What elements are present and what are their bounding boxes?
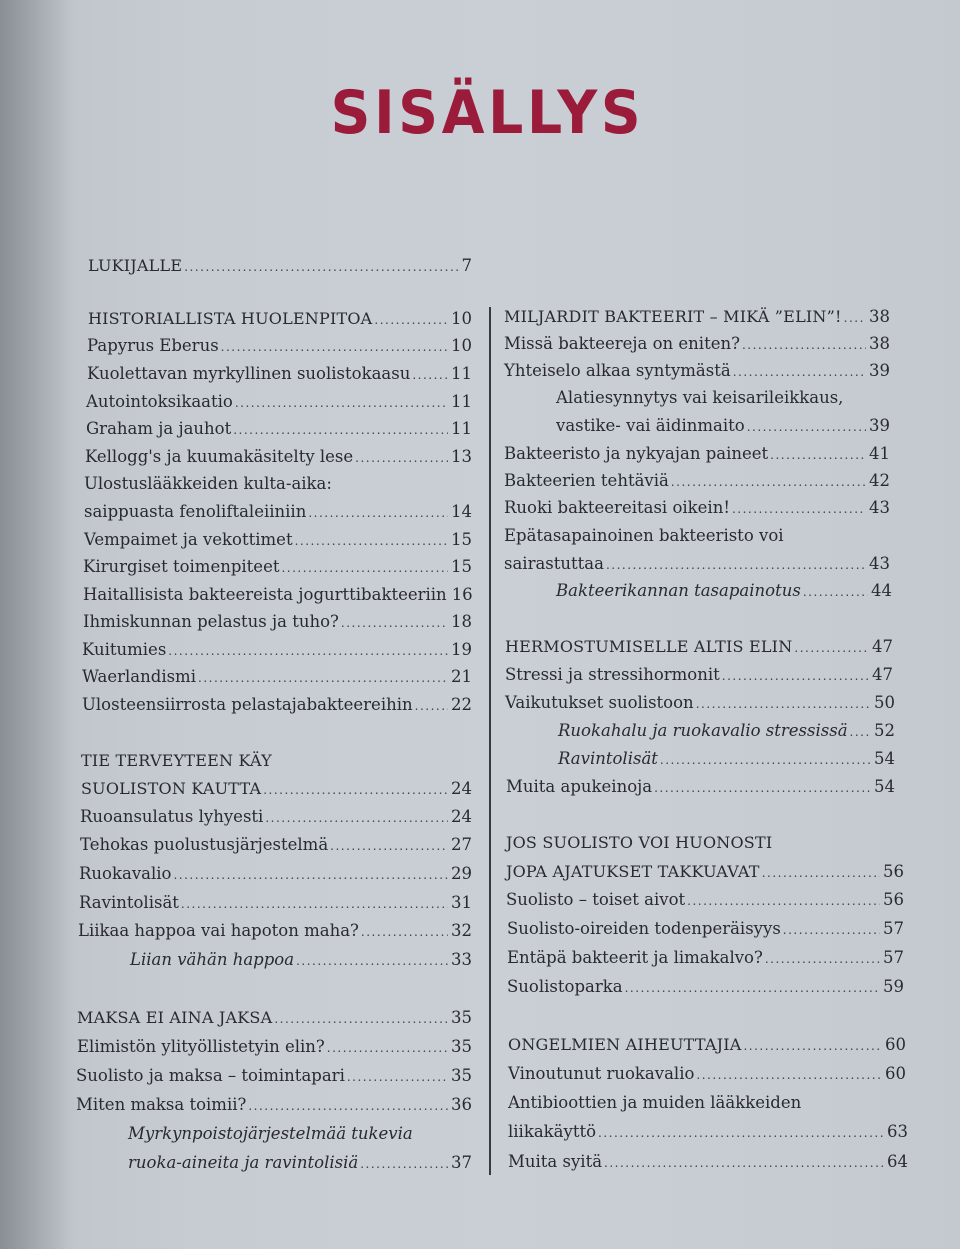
toc-entry-title: liikakäyttö: [508, 1122, 597, 1141]
dot-leader: [765, 945, 880, 973]
dot-leader: [770, 441, 866, 469]
toc-entry: [86, 388, 472, 417]
toc-page-number: 37: [451, 1153, 472, 1172]
toc-entry: [130, 946, 472, 975]
toc-entry: [504, 522, 890, 550]
dot-leader: [604, 1149, 884, 1177]
toc-entry: [79, 860, 472, 889]
toc-page-number: 24: [451, 807, 472, 826]
toc-entry-title: SUOLISTON KAUTTA: [81, 779, 262, 798]
toc-entry-title: Vaikutukset suolistoon: [505, 693, 694, 712]
toc-entry: [81, 775, 472, 804]
toc-page-number: 18: [451, 612, 472, 631]
toc-entry: [505, 661, 893, 690]
dot-leader: [296, 947, 448, 975]
toc-page-number: 15: [451, 530, 472, 549]
toc-entry-title: ONGELMIEN AIHEUTTAJIA: [508, 1035, 742, 1054]
toc-entry: [508, 1148, 908, 1177]
toc-entry-title: Alatiesynnytys vai keisarileikkaus,: [556, 388, 844, 407]
toc-page-number: 39: [869, 361, 890, 380]
toc-entry: [128, 1149, 472, 1178]
dot-leader: [347, 1063, 448, 1091]
dot-leader: [308, 499, 448, 527]
toc-page-number: 27: [451, 835, 472, 854]
toc-page-number: 63: [887, 1122, 908, 1141]
toc-entry: [508, 1031, 906, 1060]
toc-entry: [84, 498, 472, 527]
toc-entry-title: Ruoansulatus lyhyesti: [80, 807, 264, 826]
dot-leader: [844, 304, 866, 332]
toc-entry: [558, 745, 895, 774]
toc-entry: [504, 550, 890, 579]
toc-page-number: 59: [883, 977, 904, 996]
toc-entry-title: Kuolettavan myrkyllinen suolistokaasu: [87, 364, 411, 383]
toc-entry: [558, 717, 895, 746]
toc-entry-title: Muita apukeinoja: [506, 777, 653, 796]
toc-entry: [84, 470, 472, 498]
dot-leader: [295, 527, 448, 555]
toc-page-number: 11: [451, 392, 472, 411]
toc-page-number: 41: [869, 444, 890, 463]
toc-page-number: 22: [451, 695, 472, 714]
toc-page-number: 36: [451, 1095, 472, 1114]
toc-entry-title: Ulosteensiirrosta pelastajabakteereihin: [82, 695, 413, 714]
toc-page-number: 32: [451, 921, 472, 940]
dot-leader: [173, 861, 448, 889]
toc-entry-title: Myrkynpoistojärjestelmää tukevia: [128, 1124, 413, 1143]
dot-leader: [198, 664, 448, 692]
toc-entry-title: Liian vähän happoa: [130, 950, 295, 969]
toc-entry-title: Stressi ja stressihormonit: [505, 665, 720, 684]
dot-leader: [625, 974, 880, 1002]
toc-entry-title: Ulostuslääkkeiden kulta-aika:: [84, 474, 332, 493]
toc-entry: [85, 443, 472, 472]
toc-entry-title: MILJARDIT BAKTEERIT – MIKÄ ”ELIN”!: [504, 307, 842, 326]
toc-page-number: 10: [451, 309, 472, 328]
dot-leader: [850, 718, 871, 746]
toc-page-number: 56: [883, 862, 904, 881]
toc-entry-title: Miten maksa toimii?: [76, 1095, 247, 1114]
toc-entry: [83, 608, 472, 637]
dot-leader: [327, 1034, 448, 1062]
toc-page-number: 7: [461, 256, 472, 275]
toc-entry: [78, 917, 472, 946]
toc-entry: [556, 412, 890, 441]
dot-leader: [747, 413, 866, 441]
dot-leader: [361, 918, 448, 946]
toc-page-number: 29: [451, 864, 472, 883]
toc-entry-title: Bakteerikannan tasapainotus: [556, 581, 801, 600]
toc-entry-title: Ravintolisät: [558, 749, 658, 768]
toc-page-number: 35: [451, 1008, 472, 1027]
toc-page-number: 52: [874, 721, 895, 740]
toc-entry: [506, 773, 895, 802]
toc-entry-title: HERMOSTUMISELLE ALTIS ELIN: [505, 637, 793, 656]
dot-leader: [687, 887, 880, 915]
toc-page-number: 47: [872, 637, 893, 656]
toc-page-number: 35: [451, 1037, 472, 1056]
dot-leader: [732, 495, 866, 523]
toc-page-number: 33: [451, 950, 472, 969]
toc-entry-title: Entäpä bakteerit ja limakalvo?: [507, 948, 763, 967]
toc-page-number: 16: [451, 585, 473, 604]
toc-entry: [80, 831, 472, 860]
toc-entry: [83, 553, 472, 582]
toc-entry: [504, 330, 890, 359]
toc-entry-title: Papyrus Eberus: [87, 336, 219, 355]
toc-entry-title: Kuitumies: [82, 640, 167, 659]
toc-entry-title: ruoka-aineita ja ravintolisiä: [128, 1153, 359, 1172]
toc-entry: [508, 1089, 906, 1117]
toc-entry: [82, 636, 472, 665]
dot-leader: [783, 916, 880, 944]
toc-entry-title: Suolistoparka: [507, 977, 623, 996]
toc-page-number: 39: [869, 416, 890, 435]
column-divider: [489, 307, 491, 1175]
dot-leader: [606, 551, 866, 579]
toc-entry: [508, 1060, 906, 1089]
toc-entry: [88, 305, 472, 334]
toc-entry-title: Suolisto – toiset aivot: [506, 890, 686, 909]
toc-entry: [88, 252, 472, 281]
toc-entry-title: Muita syitä: [508, 1152, 603, 1171]
toc-page-number: 57: [883, 919, 904, 938]
toc-page-number: 60: [885, 1064, 906, 1083]
toc-entry-title: LUKIJALLE: [88, 256, 183, 275]
toc-page-number: 54: [874, 749, 895, 768]
toc-page-number: 64: [887, 1152, 908, 1171]
toc-page-number: 13: [451, 447, 472, 466]
toc-page-number: 35: [451, 1066, 472, 1085]
dot-leader: [696, 1061, 882, 1089]
toc-entry: [504, 440, 890, 469]
dot-leader: [803, 578, 868, 606]
dot-leader: [248, 1092, 448, 1120]
dot-leader: [598, 1119, 884, 1147]
dot-leader: [412, 361, 448, 389]
toc-entry-title: vastike- vai äidinmaito: [556, 416, 745, 435]
toc-entry-title: Haitallisista bakteereista jogurttibakteeriin: [83, 585, 447, 604]
toc-entry-title: Ruoki bakteereitasi oikein!: [504, 498, 730, 517]
toc-entry-title: Epätasapainoinen bakteeristo voi: [504, 526, 784, 545]
toc-entry: [87, 332, 472, 361]
dot-leader: [341, 609, 448, 637]
toc-entry-title: Ihmiskunnan pelastus ja tuho?: [83, 612, 339, 631]
toc-page-number: 10: [451, 336, 472, 355]
toc-entry: [505, 689, 895, 718]
toc-page-number: 60: [885, 1035, 906, 1054]
toc-entry: [504, 303, 890, 332]
toc-entry: [504, 494, 890, 523]
toc-page-number: 24: [451, 779, 472, 798]
toc-page-number: 56: [883, 890, 904, 909]
toc-entry: [77, 1033, 472, 1062]
toc-entry-title: Elimistön ylityöllistetyin elin?: [77, 1037, 325, 1056]
dot-leader: [660, 746, 871, 774]
dot-leader: [742, 331, 866, 359]
toc-entry-title: TIE TERVEYTEEN KÄY: [81, 751, 272, 770]
toc-entry: [76, 1091, 472, 1120]
dot-leader: [743, 1032, 882, 1060]
toc-entry-title: sairastuttaa: [504, 554, 604, 573]
toc-page-number: 43: [869, 498, 890, 517]
toc-entry: [81, 747, 472, 775]
toc-entry-title: Graham ja jauhot: [86, 419, 232, 438]
toc-page-number: 47: [872, 665, 893, 684]
toc-entry-title: Kirurgiset toimenpiteet: [83, 557, 280, 576]
toc-entry-title: JOPA AJATUKSET TAKKUAVAT: [506, 862, 760, 881]
toc-entry-title: Ruokahalu ja ruokavalio stressissä: [558, 721, 848, 740]
toc-entry-title: Autointoksikaatio: [86, 392, 233, 411]
dot-leader: [221, 333, 448, 361]
toc-page-number: 57: [883, 948, 904, 967]
toc-entry: [506, 829, 904, 857]
dot-leader: [355, 444, 448, 472]
toc-entry: [87, 360, 472, 389]
toc-page-number: 50: [874, 693, 895, 712]
toc-entry: [504, 467, 890, 496]
dot-leader: [794, 634, 869, 662]
toc-entry: [508, 1118, 908, 1147]
toc-entry-title: Suolisto-oireiden todenperäisyys: [507, 919, 781, 938]
toc-entry: [77, 1004, 472, 1033]
toc-page-number: 42: [869, 471, 890, 490]
dot-leader: [235, 389, 448, 417]
toc-entry-title: HISTORIALLISTA HUOLENPITOA: [88, 309, 373, 328]
toc-entry-title: Suolisto ja maksa – toimintapari: [76, 1066, 345, 1085]
book-gutter-shadow: [0, 0, 70, 1249]
toc-entry-title: Kellogg's ja kuumakäsitelty lese: [85, 447, 354, 466]
toc-entry: [79, 889, 472, 918]
toc-entry-title: Ruokavalio: [79, 864, 172, 883]
dot-leader: [274, 1005, 448, 1033]
toc-page-number: 38: [869, 307, 890, 326]
toc-entry: [556, 384, 890, 412]
toc-entry: [83, 581, 472, 610]
toc-entry: [507, 915, 904, 944]
toc-entry-title: Tehokas puolustusjärjestelmä: [80, 835, 329, 854]
toc-entry-title: Bakteeristo ja nykyajan paineet: [504, 444, 769, 463]
toc-entry-title: Vempaimet ja vekottimet: [84, 530, 293, 549]
toc-entry: [84, 526, 472, 555]
toc-entry-title: JOS SUOLISTO VOI HUONOSTI: [506, 833, 773, 852]
toc-entry-title: Antibioottien ja muiden lääkkeiden: [508, 1093, 802, 1112]
toc-page-number: 11: [451, 419, 472, 438]
toc-entry-title: Ravintolisät: [79, 893, 179, 912]
toc-entry-title: Bakteerien tehtäviä: [504, 471, 669, 490]
dot-leader: [415, 692, 448, 720]
toc-entry-title: MAKSA EI AINA JAKSA: [77, 1008, 273, 1027]
dot-leader: [233, 416, 448, 444]
toc-entry: [82, 663, 472, 692]
dot-leader: [671, 468, 866, 496]
toc-entry-title: saippuasta fenoliftaleiiniin: [84, 502, 307, 521]
toc-entry: [506, 886, 904, 915]
toc-page-number: 44: [871, 581, 892, 600]
toc-page-number: 15: [451, 557, 472, 576]
dot-leader: [722, 662, 869, 690]
toc-entry-title: Liikaa happoa vai hapoton maha?: [78, 921, 359, 940]
toc-page-number: 14: [451, 502, 472, 521]
toc-entry: [504, 357, 890, 386]
toc-entry: [86, 415, 472, 444]
toc-page-number: 19: [451, 640, 472, 659]
dot-leader: [654, 774, 871, 802]
toc-page-number: 11: [451, 364, 472, 383]
page-title: SISÄLLYS: [330, 78, 645, 148]
toc-entry: [505, 633, 893, 662]
toc-entry: [507, 973, 904, 1002]
toc-entry-title: Vinoutunut ruokavalio: [508, 1064, 695, 1083]
toc-page-number: 43: [869, 554, 890, 573]
toc-entry: [128, 1120, 472, 1148]
toc-entry: [80, 803, 472, 832]
toc-entry-title: Yhteiselo alkaa syntymästä: [504, 361, 731, 380]
toc-page-number: 38: [869, 334, 890, 353]
dot-leader: [374, 306, 448, 334]
toc-entry-title: Waerlandismi: [82, 667, 196, 686]
dot-leader: [281, 554, 448, 582]
toc-entry: [507, 944, 904, 973]
toc-entry: [506, 858, 904, 887]
toc-page-number: 54: [874, 777, 895, 796]
dot-leader: [263, 776, 448, 804]
dot-leader: [762, 859, 880, 887]
dot-leader: [330, 832, 448, 860]
toc-page-number: 31: [451, 893, 472, 912]
dot-leader: [184, 253, 458, 281]
dot-leader: [265, 804, 448, 832]
dot-leader: [696, 690, 871, 718]
toc-entry: [82, 691, 472, 720]
toc-entry: [556, 577, 892, 606]
dot-leader: [360, 1150, 448, 1178]
dot-leader: [181, 890, 448, 918]
toc-page-number: 21: [451, 667, 472, 686]
toc-entry-title: Missä bakteereja on eniten?: [504, 334, 740, 353]
toc-entry: [76, 1062, 472, 1091]
dot-leader: [168, 637, 448, 665]
dot-leader: [733, 358, 866, 386]
